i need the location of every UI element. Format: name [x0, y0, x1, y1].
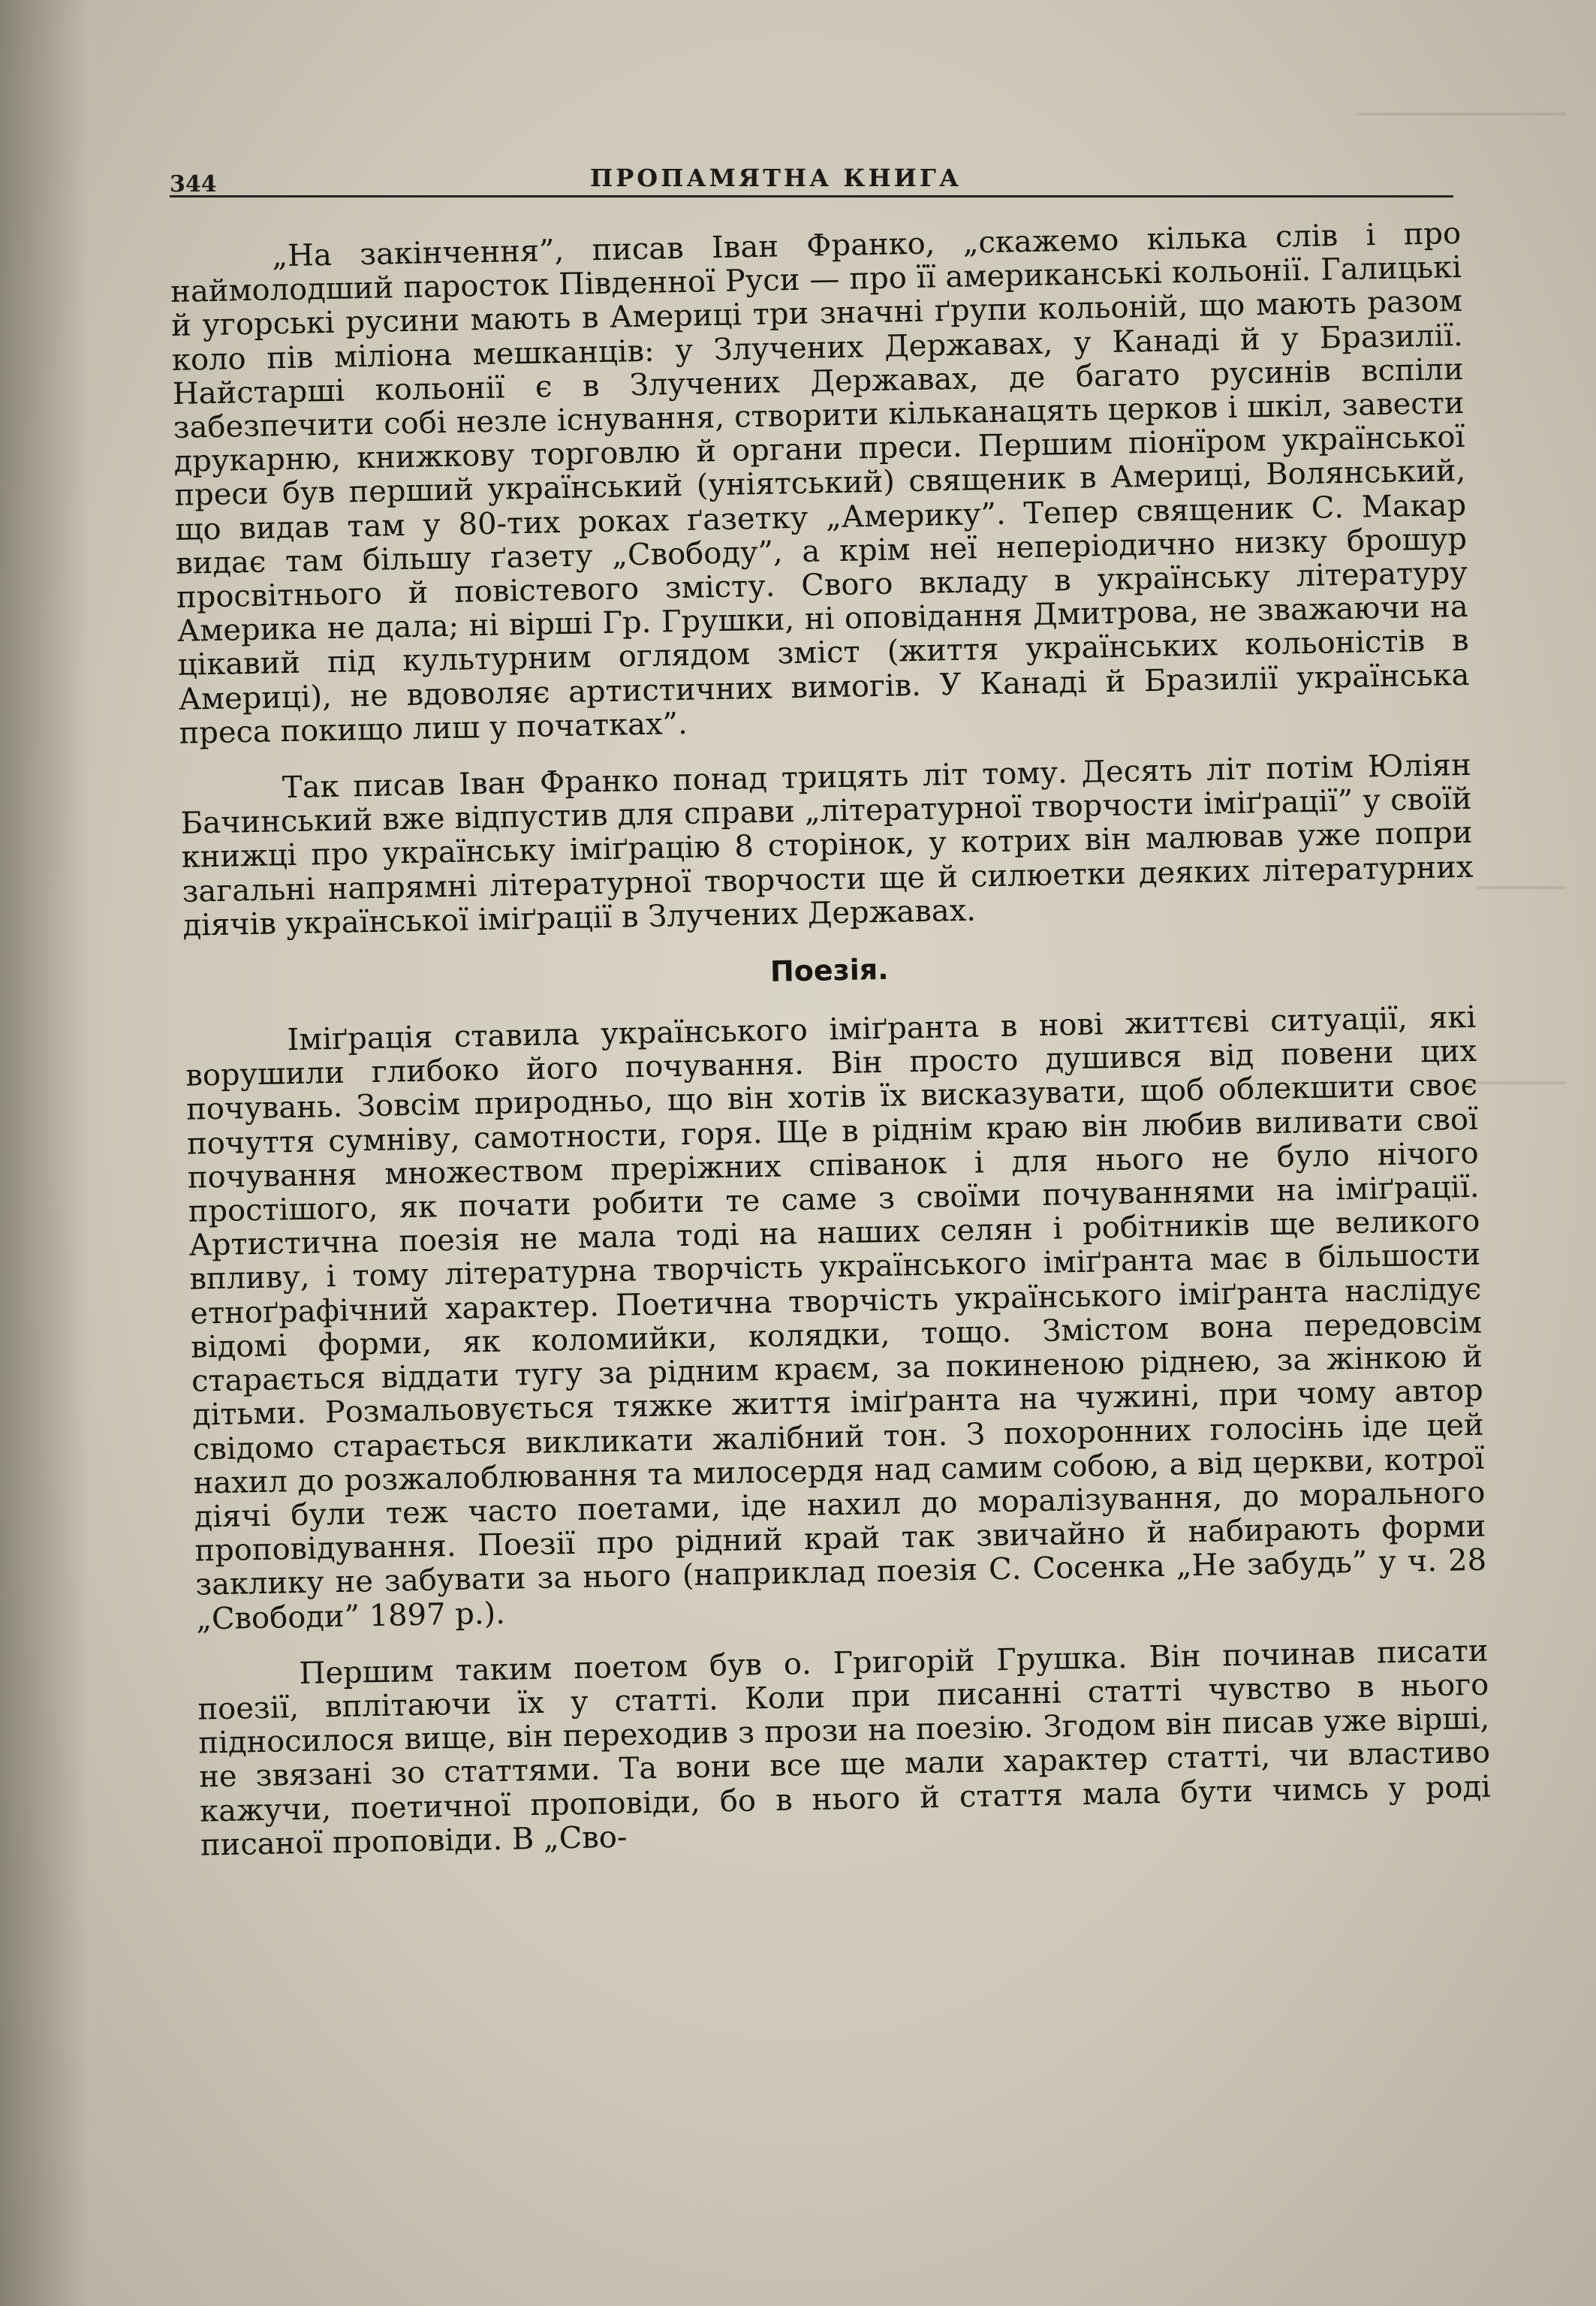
running-title: ПРОПАМЯТНА КНИГА [590, 164, 962, 192]
paragraph: „На закінчення”, писав Іван Франко, „скажемо кілька слів і про наймолодший паросток Південної Руси — про її американські кольонії. Галицькі й угорські русини мають в Америці три значні ґрупи кольоній, що мають разом коло пів міліона мешканців: у Злучених Державах, у Канаді й у Бразилії. Найстарші кольонії є в Злучених Державах, де багато русинів вспіли забезпечити собі незле існування, створити кільканацять церков і шкіл, завести друкарню, книжкову торговлю й органи преси. Першим піонїром української преси був перший український (уніятський) священик в Америці, Волянський, що видав там у 80-тих роках ґазетку „Америку”. Тепер священик С. Макар видає там більшу ґазету „Свободу”, а крім неї неперіодично низку брошур просвітнього й повістевого змісту. Свого вкладу в українську літературу Америка не дала; ні вірші Гр. Грушки, ні оповідання Дмитрова, не зважаючи на цікавий під культурним оглядом зміст (життя українських кольоністів в Америці), не вдоволяє артистичних вимогів. У Канаді й Бразилії українська преса покищо лиш у початках”. [170, 216, 1470, 751]
bleed-through-mark [1356, 113, 1566, 116]
paragraph: Першим таким поетом був о. Григорій Грушка. Він починав писати поезії, вплітаючи їх у статті. Коли при писанні статті чувство в нього підносилося вище, він переходив з прози на поезію. Згодом він писав уже вірші, не звязані зо статтями. Та вони все ще мали характер статті, чи властиво кажучи, поетичної проповіди, бо в нього й стаття мала бути чимсь у роді писаної проповіди. В „Сво- [197, 1633, 1492, 1863]
page-header [170, 156, 1453, 197]
page-number: 344 [170, 171, 217, 197]
paragraph: Так писав Іван Франко понад трицять літ тому. Десять літ потім Юліян Бачинський вже відпустив для справи „літературної творчости іміґрації” у своїй книжці про українську іміґрацію 8 сторінок, у котрих він малював уже попри загальні напрямні літературної творчости ще й силюетки деяких літературних діячів української іміґрації в Злучених Державах. [180, 747, 1474, 943]
bleed-through-mark [1476, 886, 1566, 889]
paragraph: Іміґрація ставила українського іміґранта в нові життєві ситуації, які ворушили глибоко його почування. Він просто душився від повени цих почувань. Зовсім природньо, що він хотів їх висказувати, щоб облекшити своє почуття сумніву, самотности, горя. Ще в ріднім краю він любив виливати свої почування множеством преріжних співанок і для нього не було нічого простішого, як почати робити те саме з своїми почуваннями на іміґрації. Артистична поезія не мала тоді на наших селян і робітників ще великого впливу, і тому літературна творчість українського іміґранта має в більшости етноґрафічний характер. Поетична творчість українського іміґранта наслідує відомі форми, як коломийки, колядки, тощо. Змістом вона передовсім старається віддати тугу за рідним краєм, за покиненою ріднею, за жінкою й дітьми. Розмальовується тяжке життя іміґранта на чужині, при чому автор свідомо старається викликати жалібний тон. З похоронних голосінь іде цей нахил до розжалоблювання та милосердя над самим собою, а від церкви, котрої діячі були теж часто поетами, іде нахил до моралізування, до морального проповідування. Поезії про рідний край так звичайно й набирають форми заклику не забувати за нього (наприклад поезія С. Сосенка „Не забудь” у ч. 28 „Свободи” 1897 р.). [185, 999, 1487, 1637]
section-heading: Поезія. [769, 952, 890, 988]
body-text [170, 217, 1492, 1885]
spine-shadow [0, 0, 90, 2306]
